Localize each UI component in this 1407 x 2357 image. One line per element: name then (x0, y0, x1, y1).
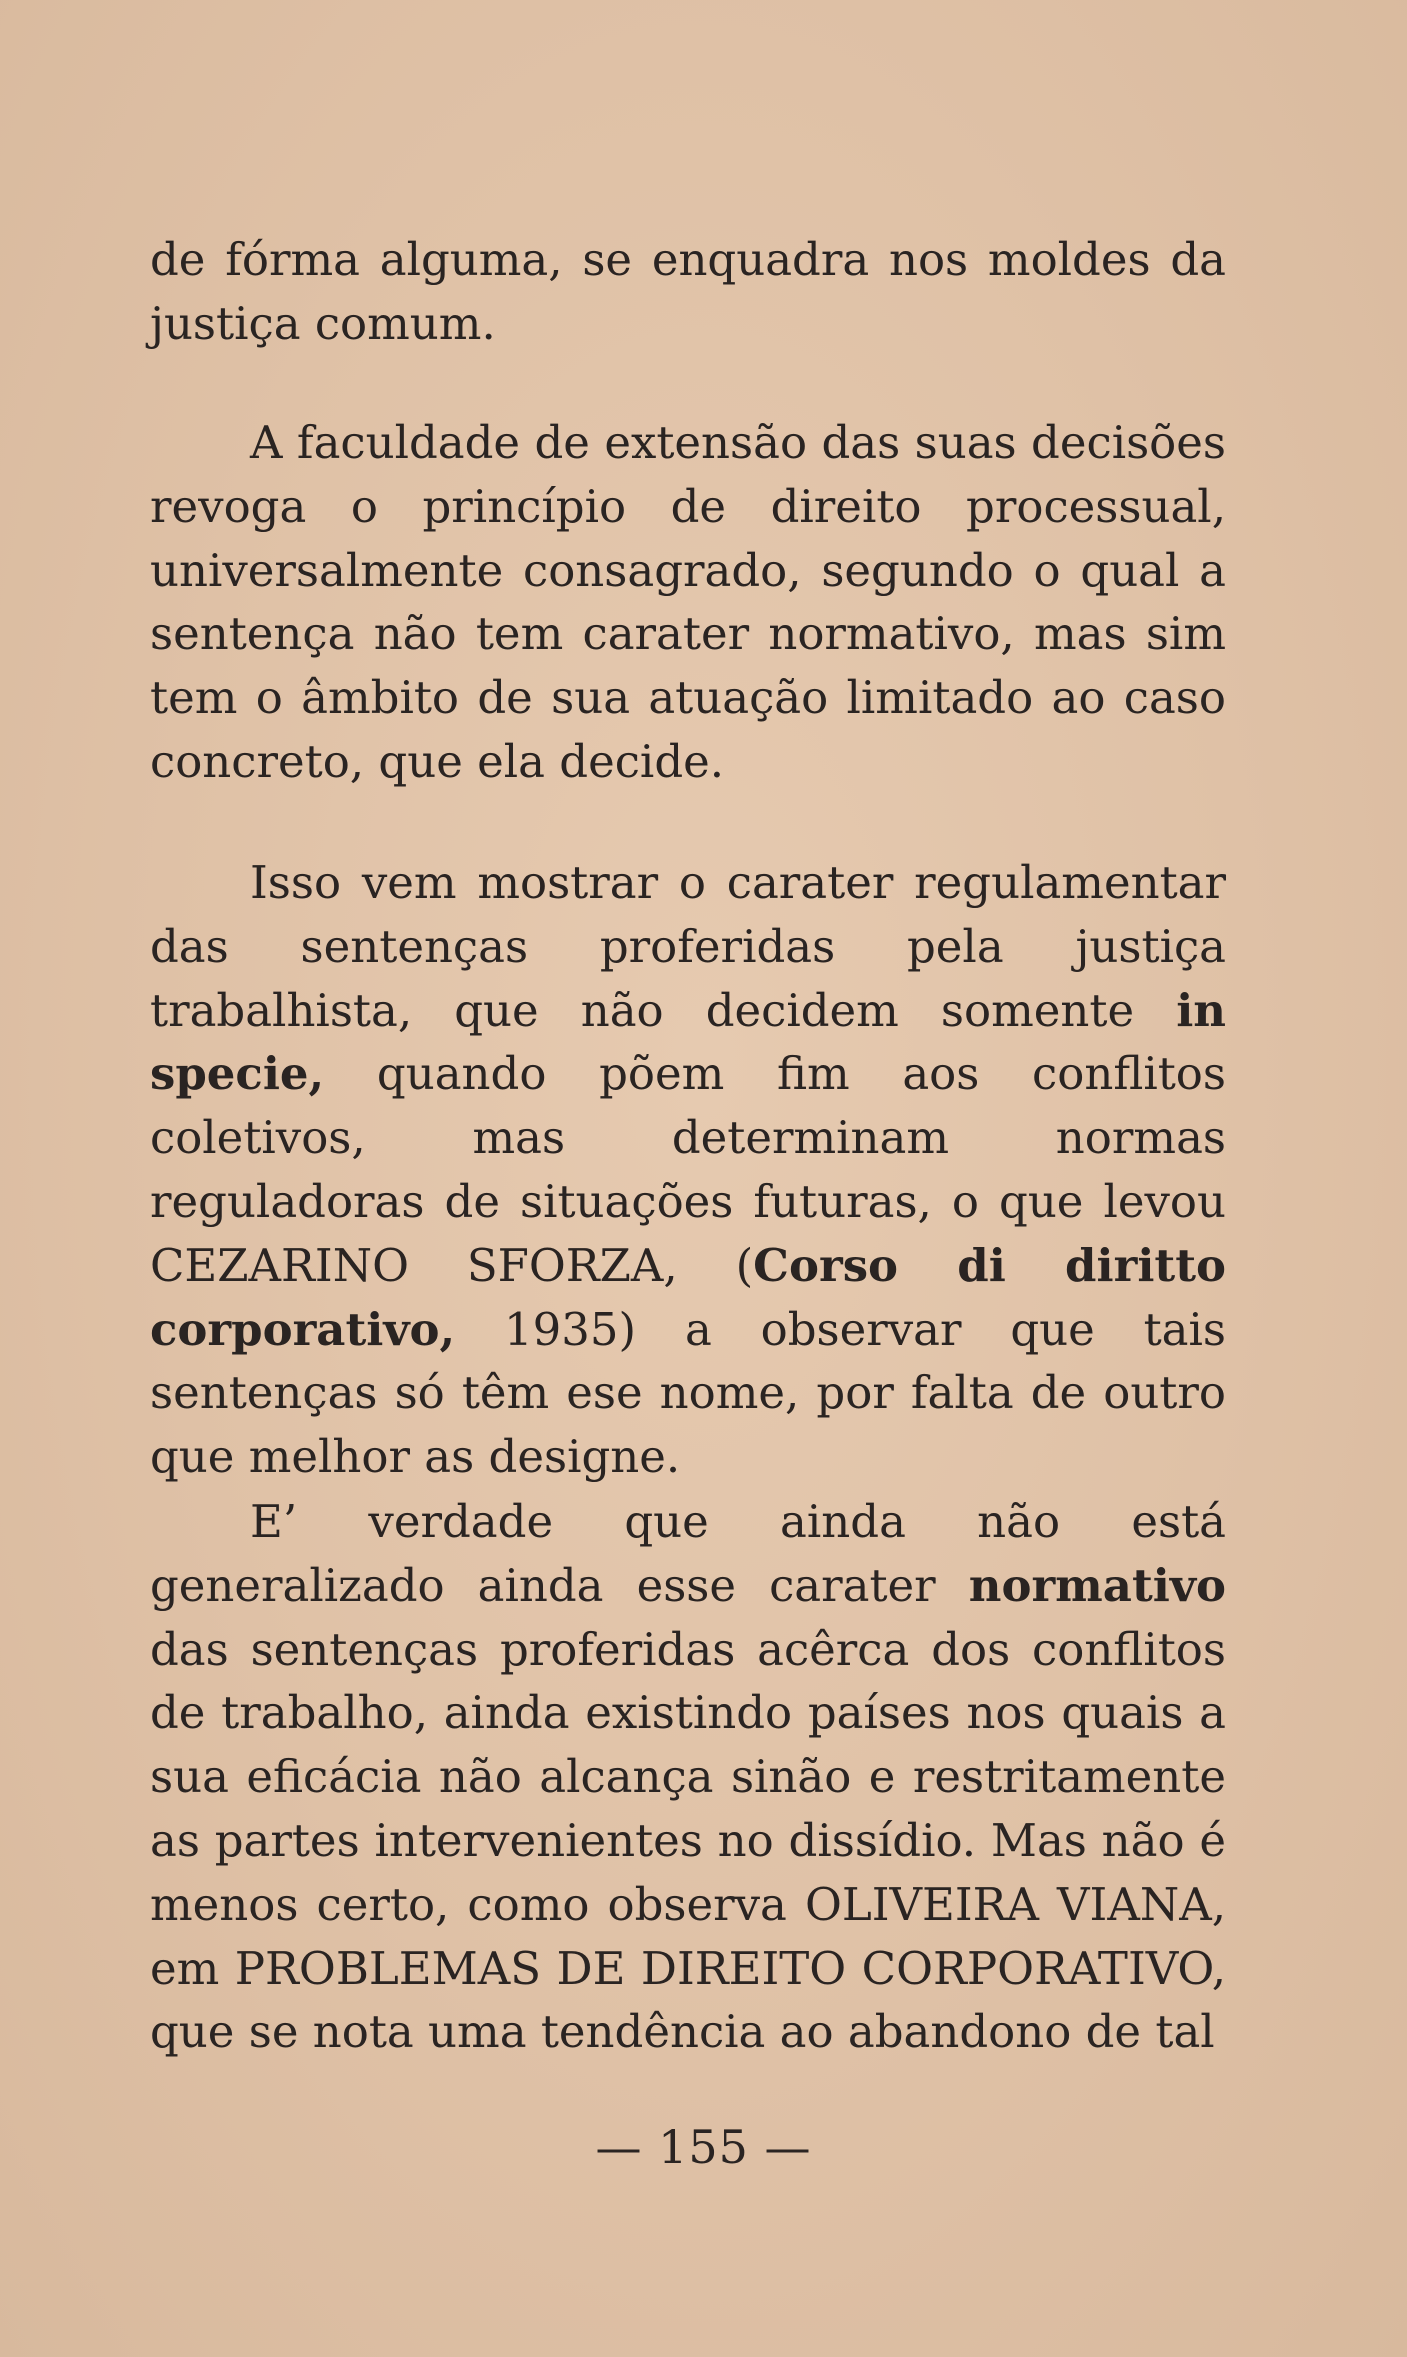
paragraph-4 (150, 1490, 1226, 2064)
latin-term-in-specie: in specie, (150, 983, 1226, 1101)
book-title-corso: Corso di diritto corporativo, (150, 1238, 1227, 1356)
paragraph-3 (150, 851, 1226, 1489)
paragraph-3-part-5: 1935) a observar que tais sentenças só têm ese nome, por falta de outro que melhor as designe. (150, 1302, 1226, 1484)
paragraph-1-text: de fórma alguma, se enquadra nos moldes da justiça comum. (150, 233, 1226, 350)
paragraph-3-part-1: Isso vem mostrar o carater regulamentar das sentenças proferidas pela justiça trabalhista, que não decidem somente (150, 856, 1226, 1037)
paragraph-4-text (150, 1490, 1226, 2064)
paragraph-2 (150, 411, 1226, 794)
paragraph-3-text (150, 851, 1226, 1489)
paragraph-2-text: A faculdade de extensão das suas decisões revoga o princípio de direito processual, universalmente consagrado, segundo o qual a sentença não tem carater normativo, mas sim tem o âmbito de sua atuação limitado ao caso concreto, que ela decide. (150, 416, 1226, 788)
paragraph-4-part-3: das sentenças proferidas acêrca dos conflitos de trabalho, ainda existindo países nos quais a sua eficácia não alcança sinão e restritamente as partes intervenientes no dissídio. Mas não é menos certo, como observa OLIVEIRA VIANA, em PROBLEMAS DE DIREITO CORPORATIVO, que se nota uma tendência ao abandono de tal (150, 1622, 1226, 2059)
paragraph-4-part-1: E’ verdade que ainda não está generalizado ainda esse carater (150, 1495, 1226, 1612)
paragraph-1 (150, 228, 1226, 356)
paragraph-3-part-3: quando põem fim aos conflitos coletivos, mas determinam normas reguladoras de situações futuras, o que levou CEZARINO SFORZA, ( (150, 1047, 1226, 1292)
page-number: — 155 — (595, 2120, 812, 2174)
emphasis-normativo: normativo (968, 1558, 1226, 1612)
